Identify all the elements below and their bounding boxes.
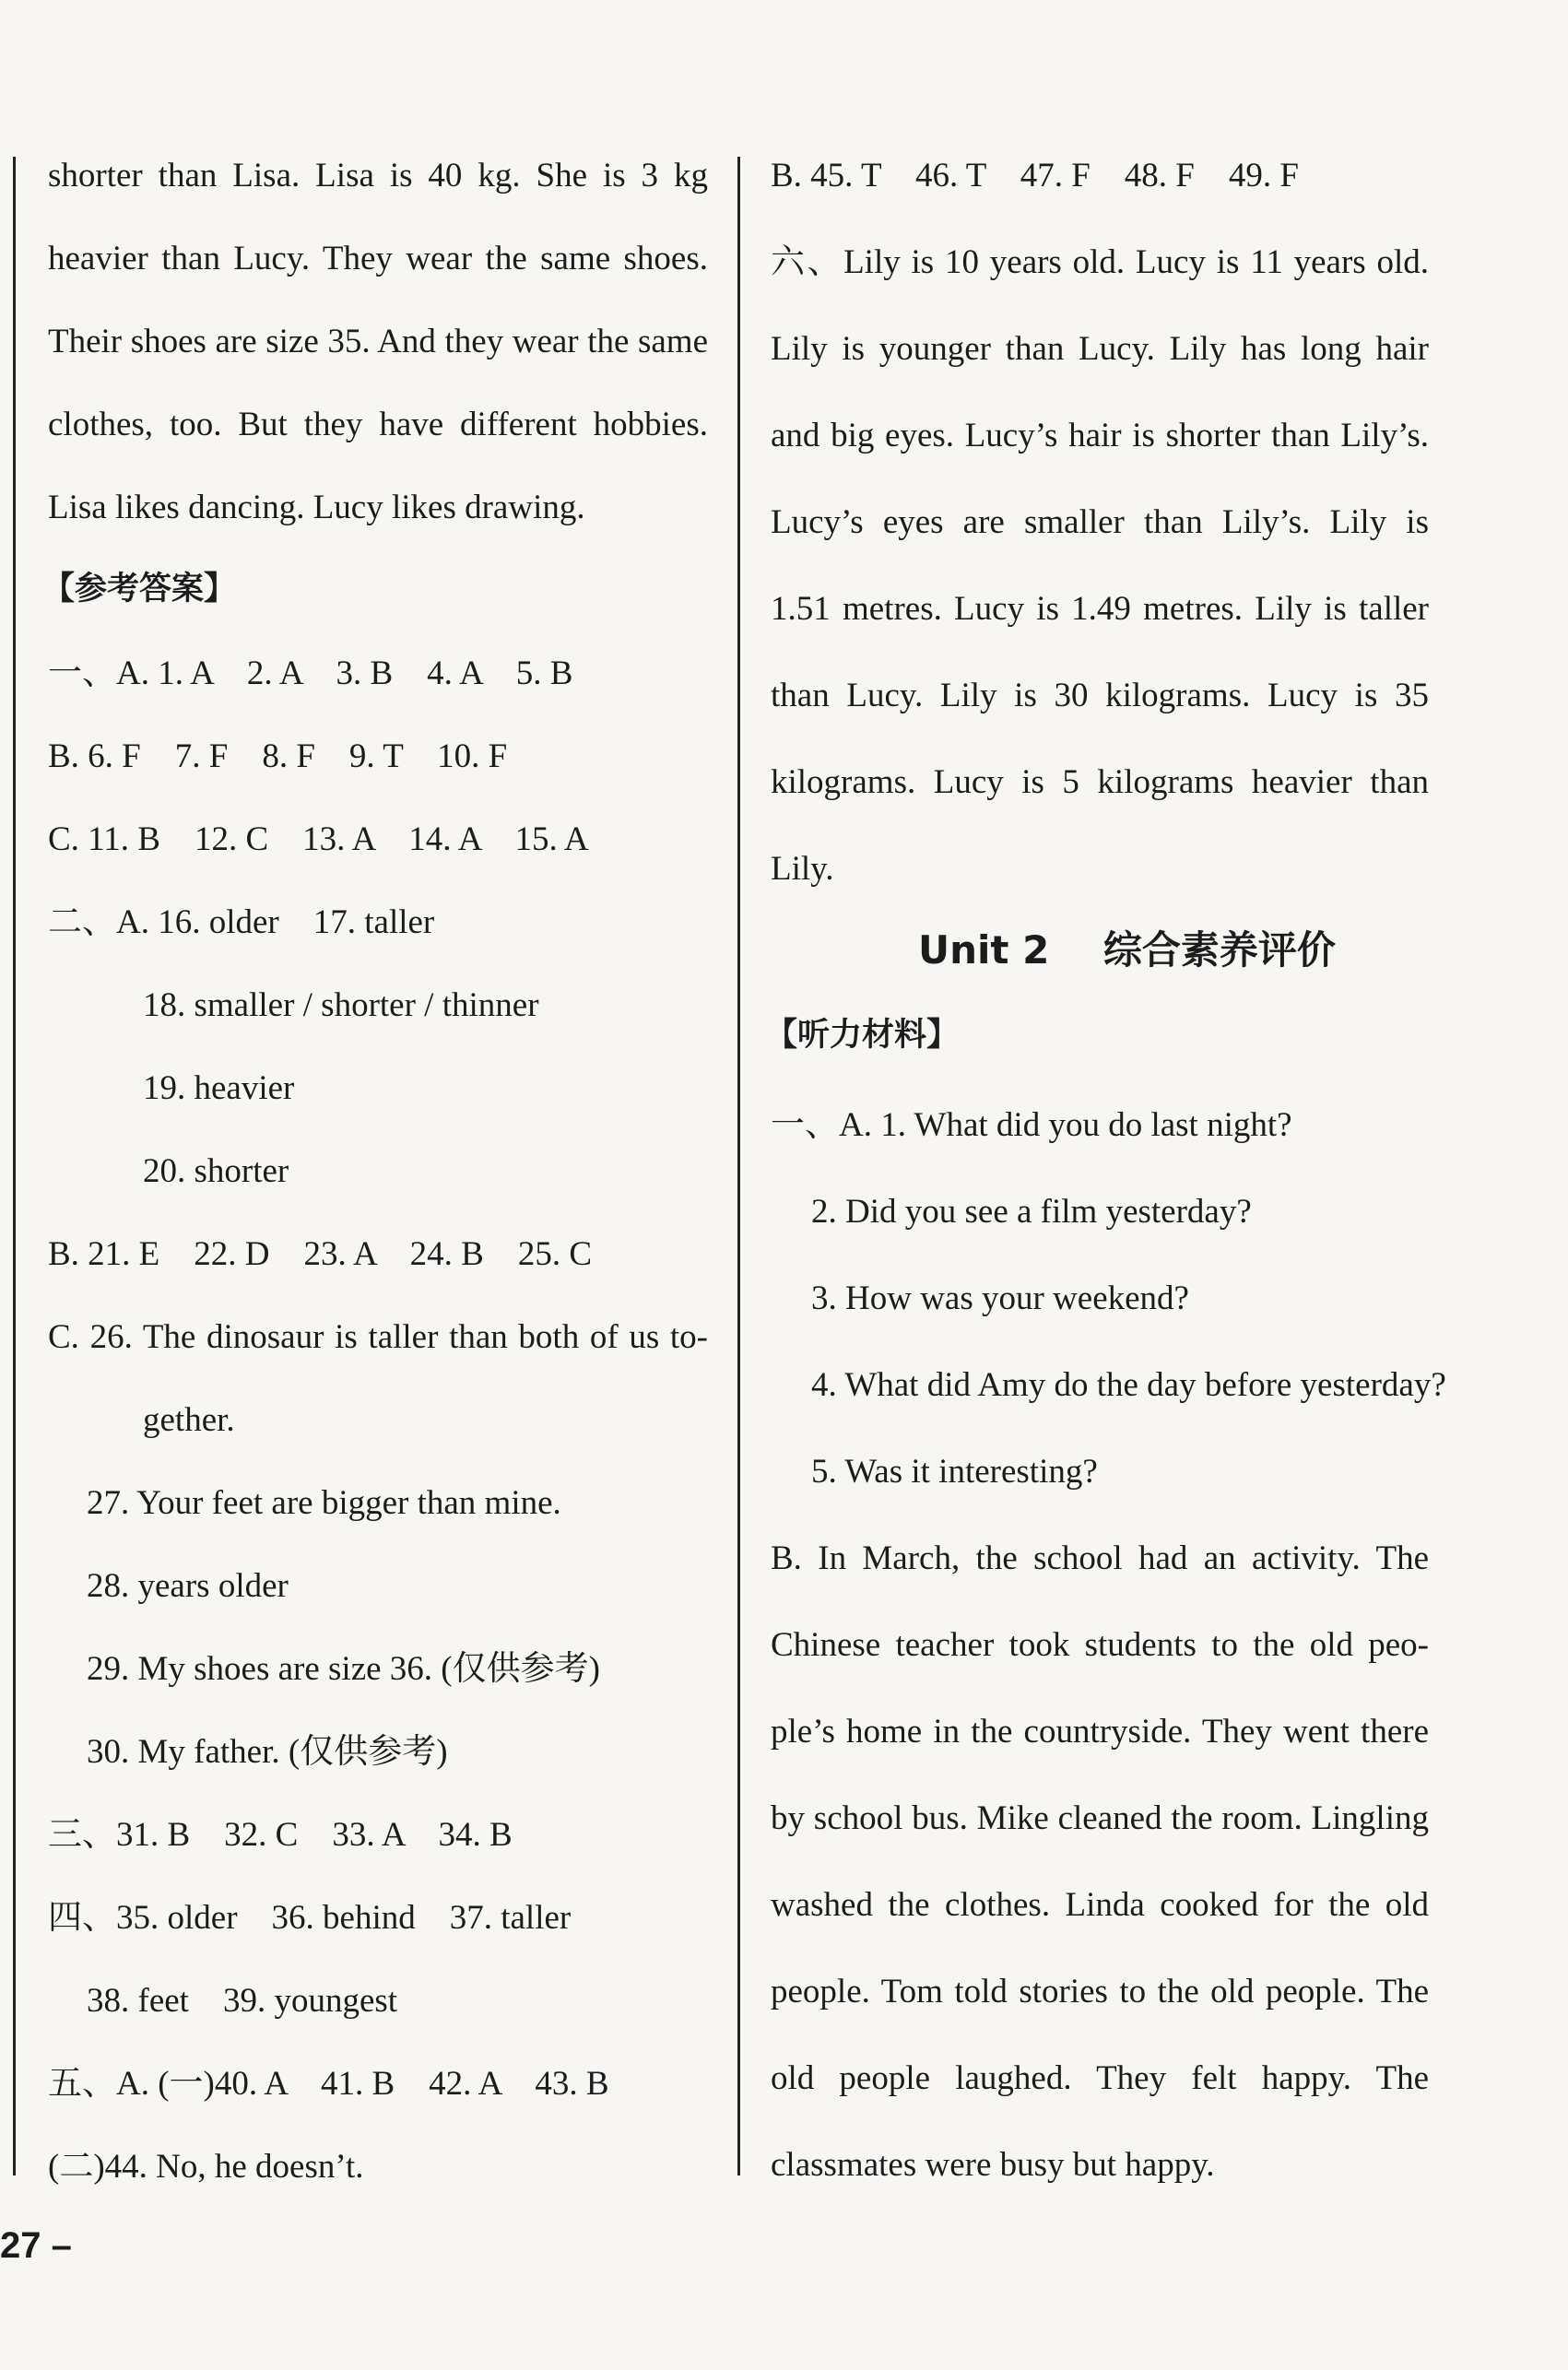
passage-six-line: kilograms. Lucy is 5 kilograms heavier than bbox=[771, 763, 1429, 801]
answer-line: C. 11. B 12. C 13. A 14. A 15. A bbox=[48, 820, 589, 858]
left-column-rule bbox=[13, 157, 16, 2175]
answer-line: B. 21. E 22. D 23. A 24. B 25. C bbox=[48, 1235, 592, 1273]
answer-line: gether. bbox=[143, 1401, 235, 1439]
passage-six-line: and big eyes. Lucy’s hair is shorter than Lily’s. bbox=[771, 417, 1429, 454]
question-line: 5. Was it interesting? bbox=[811, 1453, 1098, 1491]
answer-line: 五、A. (一)40. A 41. B 42. A 43. B bbox=[48, 2065, 609, 2103]
left-para-line: Lisa likes dancing. Lucy likes drawing. bbox=[48, 489, 585, 526]
answer-line: 20. shorter bbox=[143, 1152, 289, 1190]
passage-b-line: people. Tom told stories to the old people. The bbox=[771, 1973, 1429, 2010]
answer-line: 38. feet 39. youngest bbox=[87, 1982, 398, 2020]
left-para-line: clothes, too. But they have different hobbies. bbox=[48, 406, 708, 443]
answer-line: 一、A. 1. A 2. A 3. B 4. A 5. B bbox=[48, 654, 573, 692]
passage-six-line: Lucy’s eyes are smaller than Lily’s. Lily is bbox=[771, 503, 1429, 541]
answers-heading: 【参考答案】 bbox=[42, 571, 237, 607]
passage-six-line: 六、Lily is 10 years old. Lucy is 11 years old. bbox=[771, 243, 1429, 281]
passage-six-line: 1.51 metres. Lucy is 1.49 metres. Lily is taller bbox=[771, 590, 1429, 628]
answer-line: 29. My shoes are size 36. (仅供参考) bbox=[87, 1650, 600, 1688]
question-line: 4. What did Amy do the day before yesterday? bbox=[811, 1366, 1446, 1404]
answer-line: 28. years older bbox=[87, 1567, 289, 1605]
answer-line: (二)44. No, he doesn’t. bbox=[48, 2148, 364, 2186]
answer-line: 27. Your feet are bigger than mine. bbox=[87, 1484, 561, 1522]
answer-line: B. 6. F 7. F 8. F 9. T 10. F bbox=[48, 737, 508, 775]
passage-six-line: than Lucy. Lily is 30 kilograms. Lucy is 35 bbox=[771, 677, 1429, 714]
passage-b-line: ple’s home in the countryside. They went there bbox=[771, 1713, 1429, 1751]
answer-line: 19. heavier bbox=[143, 1069, 295, 1107]
passage-six-line: Lily is younger than Lucy. Lily has long hair bbox=[771, 330, 1429, 368]
left-para-line: heavier than Lucy. They wear the same shoes. bbox=[48, 240, 708, 277]
question-line: 一、A. 1. What did you do last night? bbox=[771, 1106, 1292, 1144]
question-line: 2. Did you see a film yesterday? bbox=[811, 1193, 1252, 1231]
passage-b-line: classmates were busy but happy. bbox=[771, 2146, 1215, 2184]
answer-line: 四、35. older 36. behind 37. taller bbox=[48, 1899, 572, 1937]
center-column-rule bbox=[737, 157, 740, 2175]
page-number: 27 – bbox=[0, 2225, 72, 2266]
left-para-line: shorter than Lisa. Lisa is 40 kg. She is 3 kg bbox=[48, 157, 708, 195]
answer-line: 18. smaller / shorter / thinner bbox=[143, 986, 539, 1024]
answer-line: 30. My father. (仅供参考) bbox=[87, 1733, 448, 1771]
answer-line: B. 45. T 46. T 47. F 48. F 49. F bbox=[771, 157, 1299, 195]
left-para-line: Their shoes are size 35. And they wear the same bbox=[48, 323, 708, 360]
listening-heading: 【听力材料】 bbox=[765, 1017, 960, 1054]
question-line: 3. How was your weekend? bbox=[811, 1279, 1189, 1317]
answer-line: 三、31. B 32. C 33. A 34. B bbox=[48, 1816, 513, 1854]
unit-title: Unit 2 综合素养评价 bbox=[918, 927, 1336, 973]
passage-b-line: washed the clothes. Linda cooked for the old bbox=[771, 1886, 1429, 1924]
answer-line: C. 26. The dinosaur is taller than both of us to- bbox=[48, 1318, 708, 1356]
passage-b-line: old people laughed. They felt happy. The bbox=[771, 2059, 1429, 2097]
passage-b-line: B. In March, the school had an activity. The bbox=[771, 1539, 1429, 1577]
passage-b-line: by school bus. Mike cleaned the room. Lingling bbox=[771, 1799, 1429, 1837]
passage-six-line: Lily. bbox=[771, 850, 834, 888]
answer-line: 二、A. 16. older 17. taller bbox=[48, 903, 435, 941]
passage-b-line: Chinese teacher took students to the old peo- bbox=[771, 1626, 1429, 1664]
